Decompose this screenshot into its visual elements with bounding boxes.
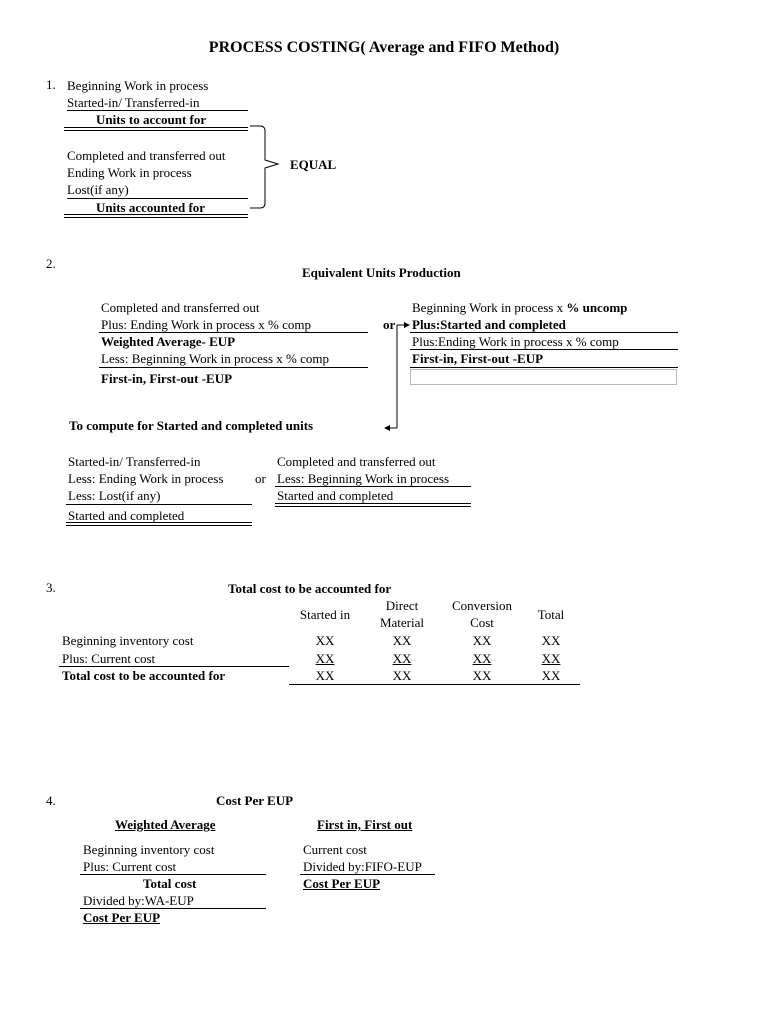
s1-row-ending-wip: Ending Work in process — [67, 165, 192, 180]
s3-col-cc-1: Conversion — [452, 598, 512, 613]
s2-fifo-started-completed: Plus:Started and completed — [412, 317, 566, 332]
s3-cell: XX — [392, 651, 412, 666]
s2-heading: Equivalent Units Production — [302, 265, 461, 280]
s1-row-started-in: Started-in/ Transferred-in — [67, 95, 200, 110]
s1-units-accounted: Units accounted for — [96, 200, 206, 215]
s4-fifo-cost-per-eup: Cost Per EUP — [303, 876, 381, 891]
s1-units-to-account: Units to account for — [96, 112, 207, 127]
s3-cell: XX — [472, 668, 492, 683]
s1-row-completed: Completed and transferred out — [67, 148, 226, 163]
s3-col-cc-2: Cost — [470, 615, 494, 630]
s3-col-started-in: Started in — [299, 607, 351, 622]
s2-compute-heading: To compute for Started and completed units — [69, 418, 314, 433]
section3-number: 3. — [46, 580, 56, 595]
s4-wa-divided-by: Divided by:WA-EUP — [83, 893, 194, 908]
s3-cell: XX — [315, 651, 335, 666]
s2-wa-eup: Weighted Average- EUP — [101, 334, 236, 349]
s3-cell: XX — [541, 668, 561, 683]
s2-right-completed: Completed and transferred out — [277, 454, 436, 469]
section4-number: 4. — [46, 793, 56, 808]
s2-wa-completed: Completed and transferred out — [101, 300, 260, 315]
s3-row-beginning-label: Beginning inventory cost — [62, 633, 194, 648]
s3-row-current-label: Plus: Current cost — [62, 651, 156, 666]
s2-wa-plus-ending: Plus: Ending Work in process x % comp — [101, 317, 311, 332]
s3-col-dm-2: Material — [379, 615, 425, 630]
s2-fifo-beginning-text: Beginning Work in process x — [412, 300, 567, 315]
s2-left-less-ending: Less: Ending Work in process — [68, 471, 224, 486]
s2-wa-less-beginning: Less: Beginning Work in process x % comp — [101, 351, 329, 366]
s3-cell: XX — [472, 633, 492, 648]
s1-row-beginning-wip: Beginning Work in process — [67, 78, 209, 93]
s3-heading: Total cost to be accounted for — [228, 581, 392, 596]
s3-col-dm-1: Direct — [385, 598, 419, 613]
s2-fifo-eup: First-in, First-out -EUP — [412, 351, 544, 366]
section1-number: 1. — [46, 77, 56, 92]
s3-cell: XX — [392, 668, 412, 683]
s2-fifo-ending: Plus:Ending Work in process x % comp — [412, 334, 619, 349]
s2-right-started-completed: Started and completed — [277, 488, 394, 503]
s3-cell: XX — [541, 651, 561, 666]
s2-fifo-uncomp: % uncomp — [566, 300, 628, 315]
s3-row-total-label: Total cost to be accounted for — [62, 668, 226, 683]
s3-cell: XX — [472, 651, 492, 666]
s4-wa-beginning: Beginning inventory cost — [83, 842, 215, 857]
s4-wa-current: Plus: Current cost — [83, 859, 177, 874]
equal-label: EQUAL — [290, 157, 337, 172]
s2-or2-label: or — [255, 471, 266, 486]
section2-number: 2. — [46, 256, 56, 271]
left-arrow-head — [384, 425, 390, 431]
s1-row-lost: Lost(if any) — [67, 182, 129, 197]
s4-heading: Cost Per EUP — [216, 793, 294, 808]
or-arrow-head — [404, 322, 410, 328]
s2-right-less-beginning: Less: Beginning Work in process — [277, 471, 450, 486]
s4-wa-cost-per-eup: Cost Per EUP — [83, 910, 161, 925]
s2-or-label: or — [383, 317, 396, 332]
s4-wa-total-cost: Total cost — [143, 876, 197, 891]
s2-left-started-in: Started-in/ Transferred-in — [68, 454, 201, 469]
s3-cell: XX — [315, 668, 335, 683]
s3-cell: XX — [392, 633, 412, 648]
s3-col-total: Total — [537, 607, 565, 622]
page-title: PROCESS COSTING( Average and FIFO Method) — [208, 39, 560, 56]
s4-wa-title: Weighted Average — [115, 817, 216, 832]
s3-cell: XX — [541, 633, 561, 648]
equal-brace — [250, 126, 278, 208]
s4-fifo-divided-by: Divided by:FIFO-EUP — [303, 859, 422, 874]
s2-left-less-lost: Less: Lost(if any) — [68, 488, 161, 503]
s2-left-started-completed: Started and completed — [68, 508, 185, 523]
s4-fifo-current: Current cost — [303, 842, 367, 857]
s2-fifo-eup-left: First-in, First-out -EUP — [101, 371, 233, 386]
s4-fifo-title: First in, First out — [317, 817, 413, 832]
s3-cell: XX — [315, 633, 335, 648]
